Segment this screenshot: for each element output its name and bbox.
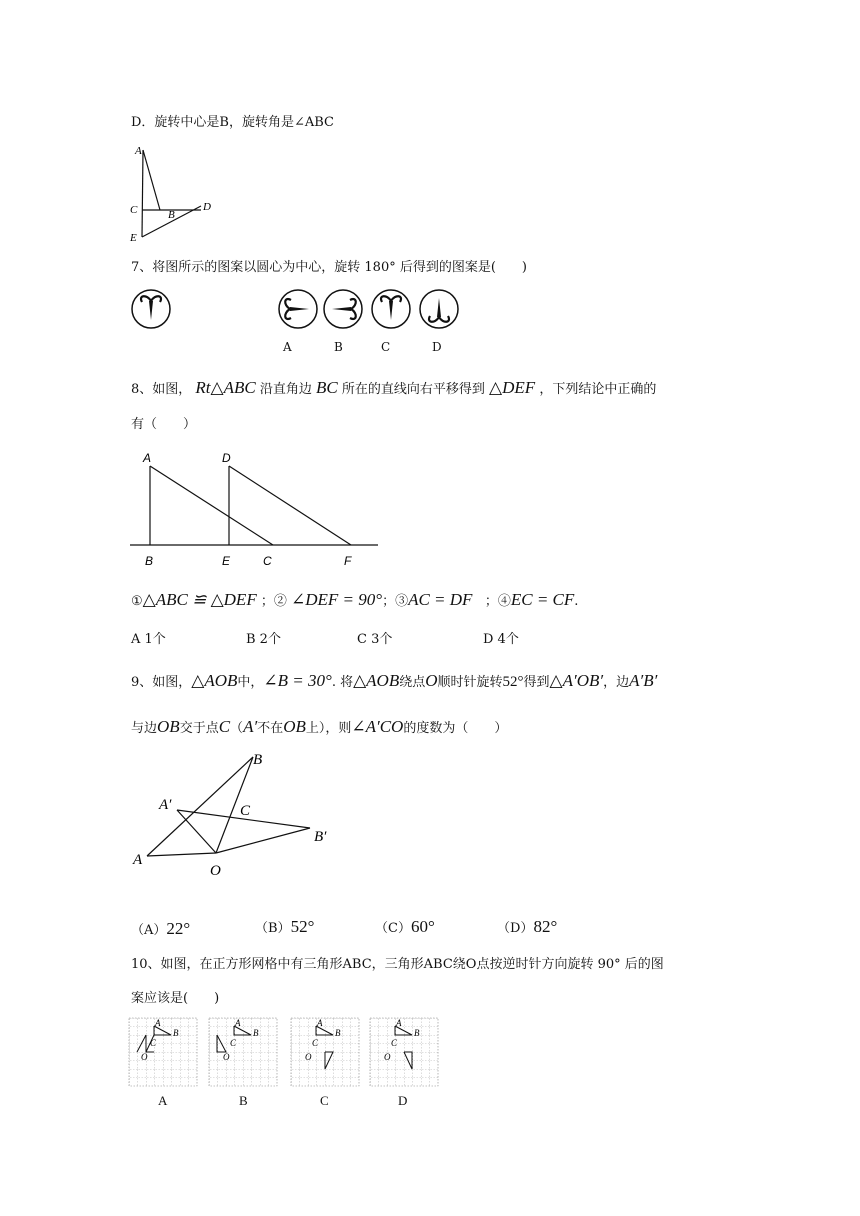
q10-option-b-grid[interactable] — [209, 1018, 279, 1088]
q10-option-d-grid[interactable] — [370, 1018, 440, 1088]
q9-l2-a: 与边 — [131, 721, 158, 736]
q10-option-c-grid[interactable] — [291, 1018, 361, 1088]
q10-d-label-b: B — [414, 1028, 420, 1038]
q7-option-d-label: D — [432, 340, 442, 354]
q9-option-a[interactable] — [131, 920, 190, 937]
q7-option-a-pattern[interactable] — [277, 288, 319, 330]
q9-option-c[interactable] — [375, 918, 435, 935]
q9-option-d-value: 82° — [533, 917, 558, 936]
q9-l1-m3: △AOB — [353, 671, 400, 690]
q8-figure — [128, 448, 388, 578]
q8-statements — [131, 591, 578, 608]
q8-s2-num: ；② — [260, 594, 287, 609]
q10-a-label-b: B — [173, 1028, 179, 1038]
q9-label-a-prime: A′ — [159, 797, 172, 813]
q9-l1-e: 顺时针旋转 — [437, 675, 503, 690]
q9-label-c: C — [240, 803, 251, 819]
q8-s4-num: ；④ — [484, 594, 511, 609]
q8-option-c[interactable]: C 3个 — [357, 632, 393, 647]
q9-l2-m5: ∠A′CO — [351, 717, 404, 736]
q8-stem-math3: △DEF — [489, 378, 536, 397]
q10-a-label-a: A — [155, 1018, 161, 1028]
q9-option-b-value: 52° — [290, 917, 315, 936]
q8-option-b[interactable]: B 2个 — [246, 632, 281, 647]
q8-stem-part3: 所在的直线向右平移得到 — [341, 382, 485, 397]
q9-l1-c: . 将 — [331, 675, 354, 690]
q9-option-d-label: （D） — [497, 921, 534, 936]
q8-label-e: E — [222, 554, 231, 568]
q10-option-c-label: C — [320, 1093, 329, 1108]
q10-c-label-c: C — [312, 1038, 319, 1048]
q9-option-b[interactable] — [255, 918, 314, 935]
q7-option-b-pattern[interactable] — [322, 288, 364, 330]
q10-b-label-b: B — [253, 1028, 259, 1038]
q8-stem-line1 — [131, 379, 656, 396]
q6-label-d: D — [203, 201, 211, 213]
q9-l1-m1: △AOB — [191, 671, 238, 690]
q9-l1-d: 绕点 — [399, 675, 426, 690]
q9-l2-e: 上），则 — [305, 721, 352, 736]
q8-option-d[interactable]: D 4个 — [483, 632, 519, 647]
q9-l1-a: 9、如图， — [131, 675, 192, 690]
q7-original-pattern — [130, 288, 172, 330]
q9-l2-m4: OB — [283, 717, 306, 736]
q10-a-label-c: C — [150, 1038, 157, 1048]
q7-stem: 7、将图所示的图案以圆心为中心，旋转 180° 后得到的图案是( ) — [131, 260, 527, 275]
q9-l2-c: （ — [230, 721, 244, 736]
q8-label-c: C — [263, 554, 272, 568]
q10-a-label-o: O — [141, 1052, 148, 1062]
q9-option-c-label: （C） — [375, 921, 411, 936]
q9-l1-f: 得到 — [523, 675, 550, 690]
q8-s4: EC = CF — [510, 590, 575, 609]
q10-option-a-label: A — [158, 1093, 168, 1108]
q8-label-d: D — [222, 451, 231, 465]
q8-s1-num: ① — [131, 594, 143, 609]
q10-c-label-o: O — [305, 1052, 312, 1062]
q8-label-a: A — [143, 451, 152, 465]
q8-stem-math2: BC — [316, 378, 338, 397]
q9-option-b-label: （B） — [255, 921, 291, 936]
q9-figure — [130, 748, 360, 888]
q8-stem-line2: 有（ ） — [131, 417, 197, 432]
q10-c-label-a: A — [317, 1018, 323, 1028]
q8-s3-num: ；③ — [382, 594, 409, 609]
q6-label-b: B — [168, 209, 175, 221]
q9-line2 — [131, 718, 507, 735]
q8-s2: ∠DEF = 90° — [291, 590, 383, 609]
q7-option-b-label: B — [334, 340, 343, 354]
q6-label-a: A — [135, 145, 142, 157]
q8-stem-part4: ，下列结论中正确的 — [539, 382, 657, 397]
q9-l1-g: ，边 — [603, 675, 630, 690]
q10-b-label-c: C — [230, 1038, 237, 1048]
q9-label-o: O — [210, 863, 221, 879]
q9-l1-m5: 52° — [502, 674, 524, 690]
q10-option-d-label: D — [398, 1093, 408, 1108]
q10-option-b-label: B — [239, 1093, 248, 1108]
q7-option-a-label: A — [283, 340, 292, 354]
q9-option-a-label: （A） — [131, 923, 167, 938]
q6-label-e: E — [130, 232, 137, 244]
q10-d-label-o: O — [384, 1052, 391, 1062]
q8-stem-part1: 8、如图， — [131, 382, 192, 397]
q8-label-f: F — [344, 554, 352, 568]
q7-option-c-label: C — [381, 340, 391, 354]
q8-s1: △ABC ≌ △DEF — [142, 590, 257, 609]
q9-l2-m2: C — [218, 717, 231, 736]
q9-l1-m2: ∠B = 30° — [263, 671, 332, 690]
q9-option-a-value: 22° — [166, 919, 191, 938]
q8-s3: AC = DF — [408, 590, 473, 609]
q6-label-c: C — [130, 204, 138, 216]
q9-line1 — [131, 672, 657, 690]
q9-l2-d: 不在 — [257, 721, 284, 736]
q8-end: . — [574, 594, 579, 609]
q10-d-label-a: A — [396, 1018, 402, 1028]
q9-label-a: A — [133, 852, 143, 868]
q8-stem-math1: Rt△ABC — [195, 378, 256, 397]
q8-label-b: B — [145, 554, 154, 568]
q9-l1-m4: O — [425, 671, 438, 690]
q9-l2-m3: A′ — [243, 717, 258, 736]
q9-l2-m1: OB — [157, 717, 180, 736]
q10-option-a-grid[interactable] — [129, 1018, 199, 1088]
q10-line1: 10、如图，在正方形网格中有三角形ABC，三角形ABC绕O点按逆时针方向旋转 90° 后的图 — [131, 957, 664, 972]
q8-stem-part2: 沿直角边 — [259, 382, 312, 397]
q6-figure — [125, 140, 225, 250]
q10-d-label-c: C — [391, 1038, 398, 1048]
q7-option-d-pattern[interactable] — [418, 288, 460, 330]
q8-option-a[interactable]: A 1个 — [131, 632, 166, 647]
q7-option-c-pattern[interactable] — [370, 288, 412, 330]
q10-c-label-b: B — [335, 1028, 341, 1038]
q10-b-label-a: A — [235, 1018, 241, 1028]
q9-label-b: B — [253, 752, 263, 768]
q9-l2-b: 交于点 — [179, 721, 219, 736]
q9-option-c-value: 60° — [410, 917, 435, 936]
q9-l1-m7: A′B′ — [629, 671, 658, 690]
q10-line2: 案应该是( ) — [131, 991, 220, 1006]
q9-l1-m6: △A′OB′ — [549, 671, 604, 690]
q10-b-label-o: O — [223, 1052, 230, 1062]
q6-option-d: D．旋转中心是B，旋转角是∠ABC — [131, 115, 334, 130]
q9-l1-b: 中， — [237, 675, 264, 690]
q9-label-b-prime: B′ — [314, 829, 327, 845]
q9-option-d[interactable] — [497, 918, 557, 935]
q9-l2-f: 的度数为（ ） — [403, 721, 508, 736]
